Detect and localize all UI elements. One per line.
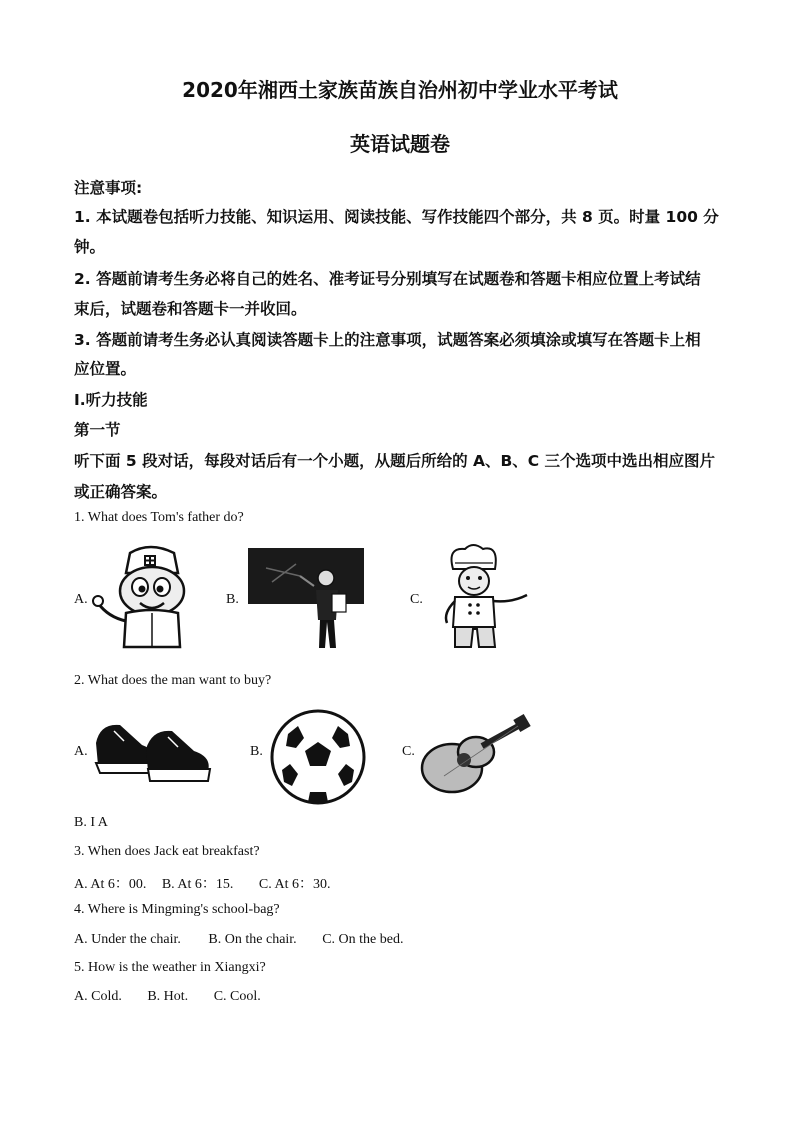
q1-option-b-label: B. bbox=[226, 592, 239, 607]
q4-option-c: C. On the bed. bbox=[322, 932, 404, 947]
notice-item-2: 2. 答题前请考生务必将自己的姓名、准考证号分别填写在试题卷和答题卡相应位置上考试结 bbox=[74, 270, 701, 288]
q4-option-a: A. Under the chair. bbox=[74, 932, 181, 947]
notice-item-3: 3. 答题前请考生务必认真阅读答题卡上的注意事项，试题答案必须填涂或填写在答题卡上相 bbox=[74, 331, 701, 349]
notice-item-1: 1. 本试题卷包括听力技能、知识运用、阅读技能、写作技能四个部分，共 8 页。时量 100 分 bbox=[74, 208, 719, 226]
guitar-picture bbox=[418, 712, 532, 800]
q2-answer: B. I A bbox=[74, 815, 108, 830]
q3-option-b: B. At 6：15. bbox=[161, 877, 234, 892]
q3-option-c: C. At 6：30. bbox=[258, 877, 331, 892]
q2-option-b-label: B. bbox=[250, 744, 263, 759]
exam-subtitle: 英语试题卷 bbox=[350, 132, 450, 156]
soccer-ball-picture bbox=[268, 708, 368, 806]
notice-item-2-cont: 束后，试题卷和答题卡一并收回。 bbox=[74, 300, 307, 318]
part-heading: I.听力技能 bbox=[74, 391, 148, 409]
sneakers-picture bbox=[90, 713, 214, 787]
question-1: 1. What does Tom's father do? bbox=[74, 510, 244, 525]
q4-option-b: B. On the chair. bbox=[208, 932, 297, 947]
q1-option-a-label: A. bbox=[74, 592, 88, 607]
notice-item-3-cont: 应位置。 bbox=[74, 360, 137, 378]
cook-picture bbox=[425, 543, 535, 651]
q1-option-c-label: C. bbox=[410, 592, 423, 607]
notice-heading: 注意事项: bbox=[74, 179, 143, 197]
question-4: 4. Where is Mingming's school-bag? bbox=[74, 902, 280, 917]
doctor-picture bbox=[90, 543, 200, 651]
question-3: 3. When does Jack eat breakfast? bbox=[74, 844, 260, 859]
q5-option-a: A. Cold. bbox=[74, 989, 122, 1004]
instructions: 听下面 5 段对话，每段对话后有一个小题，从题后所给的 A、B、C 三个选项中选出相应图片 bbox=[74, 452, 716, 470]
exam-title: 2020年湘西土家族苗族自治州初中学业水平考试 bbox=[182, 78, 618, 102]
q5-option-c: C. Cool. bbox=[213, 989, 261, 1004]
q2-option-a-label: A. bbox=[74, 744, 88, 759]
q5-options bbox=[74, 989, 261, 1005]
q4-options bbox=[74, 932, 403, 948]
q3-options bbox=[74, 873, 331, 893]
q2-option-c-label: C. bbox=[402, 744, 415, 759]
question-2: 2. What does the man want to buy? bbox=[74, 673, 272, 688]
teacher-picture bbox=[246, 546, 366, 650]
notice-item-1-cont: 钟。 bbox=[74, 238, 106, 256]
q5-option-b: B. Hot. bbox=[147, 989, 189, 1004]
q3-option-a: A. At 6：00. bbox=[74, 877, 147, 892]
question-5: 5. How is the weather in Xiangxi? bbox=[74, 960, 266, 975]
subpart-heading: 第一节 bbox=[74, 421, 121, 439]
instructions-cont: 或正确答案。 bbox=[74, 483, 168, 501]
